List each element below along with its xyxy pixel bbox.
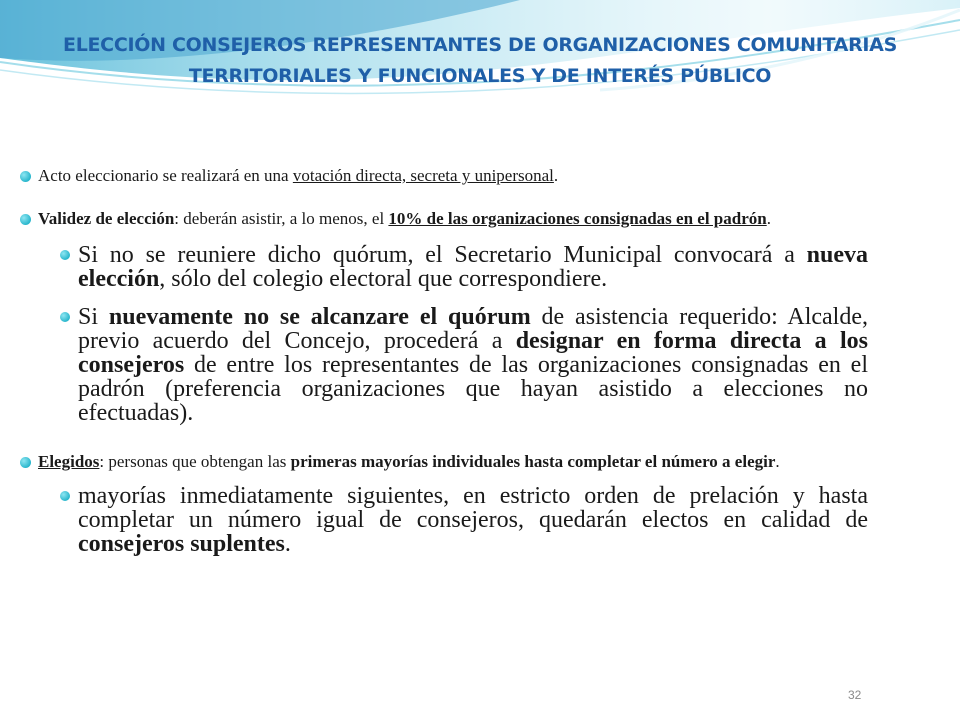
slide-title-line-2: TERRITORIALES Y FUNCIONALES Y DE INTERÉS PÚBLICO bbox=[188, 65, 772, 87]
bullet-bold-text: consejeros suplentes bbox=[78, 531, 285, 557]
bullet-text: . bbox=[553, 166, 559, 185]
subbullet-consejeros-suplentes bbox=[78, 484, 868, 556]
bullet-bold-underlined-text: 10% de las organizaciones consignadas en el padrón bbox=[388, 209, 767, 228]
bullet-bold-text: Validez de elección bbox=[38, 209, 175, 228]
subbullet-nueva-eleccion bbox=[78, 243, 868, 291]
bullet-validez-eleccion bbox=[38, 210, 868, 227]
page-number: 32 bbox=[848, 688, 862, 702]
subbullet-designar-consejeros bbox=[78, 305, 868, 425]
bullet-text: . bbox=[284, 531, 291, 557]
bullet-bold-text: designar en forma directa a los consejeros bbox=[78, 328, 868, 378]
bullet-elegidos bbox=[38, 453, 868, 470]
bullet-underlined-text: votación directa, secreta y unipersonal bbox=[292, 166, 554, 185]
bullet-text: mayorías inmediatamente siguientes, en estricto orden de prelación y hasta completar un número igual de consejeros, quedarán electos en calidad de bbox=[78, 483, 868, 533]
bullet-acto-eleccionario bbox=[38, 167, 868, 184]
bullet-text: Si bbox=[78, 304, 109, 330]
bullet-bold-text: nueva elección bbox=[78, 242, 868, 292]
bullet-text: . bbox=[775, 452, 780, 471]
bullet-text: : deberán asistir, a lo menos, el bbox=[174, 209, 389, 228]
bullet-text: de asistencia requerido: Alcalde, previo acuerdo del Concejo, procederá a bbox=[78, 304, 868, 354]
slide-title bbox=[0, 30, 960, 92]
bullet-bold-text: nuevamente no se alcanzare el quórum bbox=[108, 304, 531, 330]
slide-title-line-1: ELECCIÓN CONSEJEROS REPRESENTANTES DE ORGANIZACIONES COMUNITARIAS bbox=[63, 34, 897, 56]
bullet-text: , sólo del colegio electoral que correspondiere. bbox=[159, 266, 608, 292]
bullet-text: Si no se reuniere dicho quórum, el Secretario Municipal convocará a bbox=[78, 242, 807, 268]
bullet-text: de entre los representantes de las organizaciones consignadas en el padrón (preferencia organizaciones que hayan asistido a elecciones no efectuadas). bbox=[78, 352, 868, 426]
slide-content bbox=[38, 167, 868, 556]
bullet-text: Acto eleccionario se realizará en una bbox=[38, 166, 293, 185]
bullet-bold-underlined-text: Elegidos bbox=[38, 452, 100, 471]
bullet-bold-text: primeras mayorías individuales hasta completar el número a elegir bbox=[290, 452, 776, 471]
bullet-text: . bbox=[766, 209, 771, 228]
bullet-text: : personas que obtengan las bbox=[99, 452, 291, 471]
